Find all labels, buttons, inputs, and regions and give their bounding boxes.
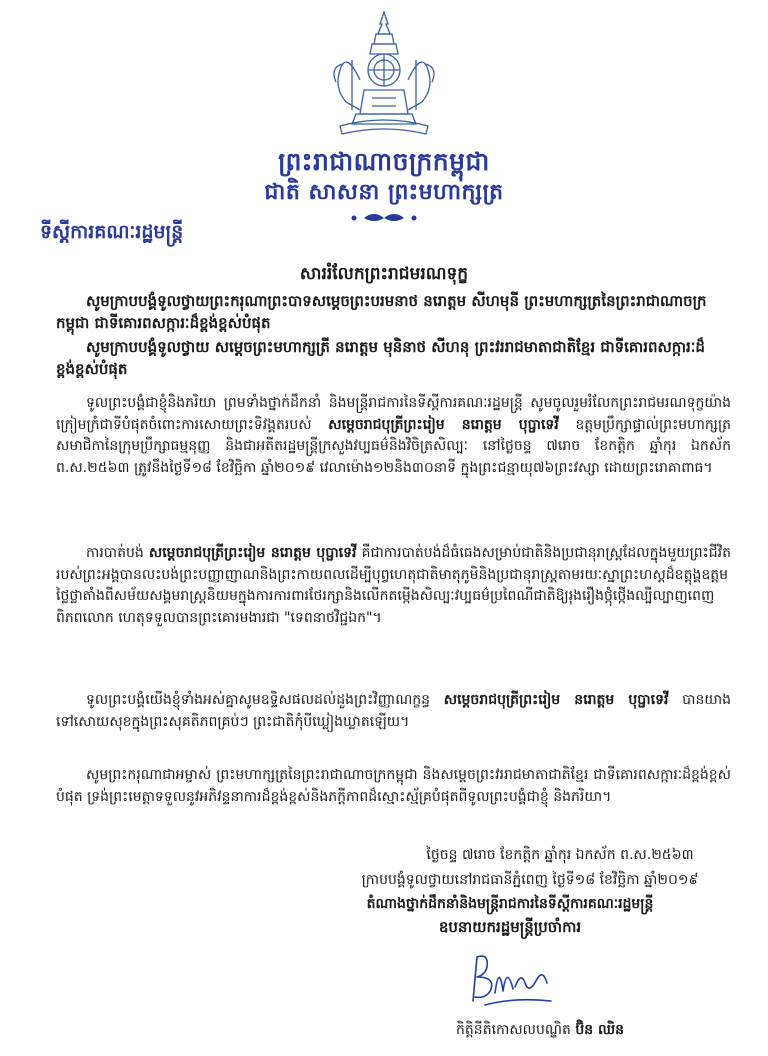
royal-coat-of-arms-icon (316, 10, 452, 142)
princess-name: សម្ដេចរាជបុត្រីព្រះរៀម នរោត្តម បុប្ផាទេវី (148, 545, 357, 561)
paragraph-text: សូមព្រះករុណាជាអម្ចាស់ ព្រះមហាក្សត្រនៃព្រះរាជាណាចក្រកម្ពុជា និងសម្ដេចព្រះវររាជមាតាជាតិខ្មែរ ជាទីគោរពសក្ការៈដ៏ខ្ពង់ខ្ពស់បំផុត ទ្រង់ព្រះមេត្តាទទួលនូវអភិវន្ទនាការដ៏ខ្ពង់ខ្ពស់និងភក្ដីភាពដ៏ស្មោះស្ម័គ្របំផុតពីទូលព្រះបង្គំជាខ្ញុំ និងភរិយា។ (56, 767, 731, 805)
salutation-queen-mother (56, 336, 731, 380)
signatory (360, 1020, 720, 1041)
representation-line: តំណាងថ្នាក់ដឹកនាំនិងមន្ត្រីរាជការនៃទីស្ដីការគណៈរដ្ឋមន្ត្រី (366, 896, 654, 912)
lunar-date: ថ្ងៃចន្ទ ៧រោច ខែកត្ដិក ឆ្នាំកុរ ឯកស័ក ព.ស.២៥៦៣ (426, 847, 694, 863)
decorative-divider-icon (334, 208, 434, 228)
paragraph-text: ឧត្តមប្រឹក្សាផ្ទាល់ព្រះមហាក្សត្រ សមាជិកានៃក្រុមប្រឹក្សាធម្មនុញ្ញ និងជាអតីតរដ្ឋមន្ត្រីក្រសួងវប្បធម៌និងវិចិត្រសិល្បៈ នៅថ្ងៃចន្ទ ៧រោច ខែកត្ដិក ឆ្នាំកុរ ឯកស័ក ព.ស.២៥៦៣ ត្រូវនឹងថ្ងៃទី១៨ ខែវិច្ឆិកា ឆ្នាំ២០១៩ វេលាម៉ោង១២និង៣០នាទី ក្នុងព្រះជន្មាយុ៧៦ព្រះវស្សា ដោយព្រះរោគាពាធ។ (56, 416, 731, 476)
letter-title: សាររំលែកព្រះរាជមរណទុក្ខ (299, 264, 469, 284)
paragraph-text: គឺជាការបាត់បង់ដ៏ធំធេងសម្រាប់ជាតិនិងប្រជានុរាស្ត្រដែលក្នុងមួយព្រះជីវិតរបស់ព្រះអង្គបានលះបង់ព្រះបញ្ញាញាណនិងព្រះកាយពលដើម្បីបុព្វហេតុជាតិមាតុភូមិនិងប្រជានុរាស្ត្រតាមរយៈស្នាព្រះហស្តដ៏ឧត្តុង្គឧត្តមថ្លៃថ្លាតាំងពីសម័យសង្គមរាស្ត្រនិយមក្នុងការការពារថែរក្សានិងលើកតម្កើងសិល្បៈវប្បធម៌ប្រពៃណីជាតិឱ្យរុងរឿងថ្កុំថ្កើងល្បីល្បាញពេញពិភពលោក ហេតុទទួលបានព្រះគោរមងារជា "ទេពនាថវិជ្ជឯក"។ (56, 545, 731, 626)
signatory-title: កិត្តិនីតិកោសលបណ្ឌិត (456, 1022, 571, 1038)
paragraph-text: បានយាងទៅសោយសុខក្នុងព្រះសុគតិភពគ្រប់ៗ ព្រះជាតិកុំបីឃ្លៀងឃ្លាតឡើយ។ (56, 692, 731, 730)
signatory-name: ប៊ិន ឈិន (575, 1022, 624, 1038)
place-and-date: ក្រាបបង្គំទូលថ្វាយនៅរាជធានីភ្នំពេញ ថ្ងៃទី១៨ ខែវិច្ឆិកា ឆ្នាំ២០១៩ (361, 872, 699, 888)
princess-name: សម្ដេចរាជបុត្រីព្រះរៀម នរោត្តម បុប្ផាទេវី (328, 416, 559, 433)
salutation-king (56, 290, 731, 334)
handwritten-signature (455, 943, 565, 1013)
salutation-king-text: សូមក្រាបបង្គំទូលថ្វាយព្រះករុណាព្រះបាទសម្ដេចព្រះបរមនាថ នរោត្តម សីហមុនី ព្រះមហាក្សត្រនៃព្រះរាជាណាចក្រកម្ពុជា ជាទីគោរពសក្ការៈដ៏ខ្ពង់ខ្ពស់បំផុត (56, 292, 707, 332)
paragraph-text: ទូលព្រះបង្គំជាខ្ញុំនិងភរិយា ព្រមទាំងថ្នាក់ដឹកនាំ និងមន្ត្រីរាជការនៃទីស្ដីការគណៈរដ្ឋមន្ត្រី សូមចូលរួមរំលែកព្រះរាជមរណទុក្ខយ៉ាងក្រៀមក្រំជាទីបំផុតចំពោះការសោយព្រះទិវង្គតរបស់ (56, 395, 731, 433)
paragraph-text: ការបាត់បង់ (86, 545, 144, 561)
salutation-queen-mother-text: សូមក្រាបបង្គំទូលថ្វាយ សម្ដេចព្រះមហាក្សត្រី នរោត្តម មុនិនាថ សីហនុ ព្រះវររាជមាតាជាតិខ្មែរ ជាទីគោរពសក្ការៈដ៏ខ្ពង់ខ្ពស់បំផុត (56, 338, 705, 378)
paragraph-dedication (56, 690, 731, 733)
paragraph-loss (56, 543, 731, 629)
signatory-position: ឧបនាយករដ្ឋមន្ត្រីប្រចាំការ (438, 918, 582, 936)
kingdom-heading: ព្រះរាជាណាចក្រកម្ពុជា (278, 147, 490, 176)
paragraph-condolence (56, 393, 731, 479)
national-motto: ជាតិ សាសនា ព្រះមហាក្សត្រ (264, 180, 504, 205)
office-of-council-of-ministers: ទីស្ដីការគណៈរដ្ឋមន្ត្រី (40, 221, 184, 243)
paragraph-text: ទូលព្រះបង្គំយើងខ្ញុំទាំងអស់គ្នាសូមឧទ្ទិសផលដល់ដួងព្រះវិញ្ញាណក្ខន្ធ (86, 692, 431, 708)
paragraph-closing-request (56, 765, 731, 808)
princess-name: សម្ដេចរាជបុត្រីព្រះរៀម នរោត្តម បុប្ផាទេវី (443, 692, 669, 708)
